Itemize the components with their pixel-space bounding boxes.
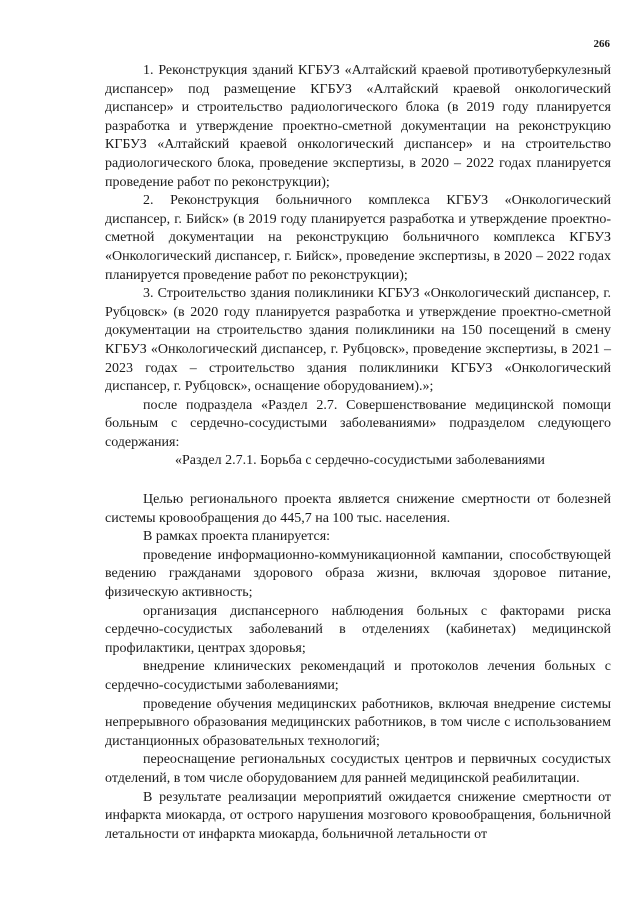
paragraph-expected-result: В результате реализации мероприятий ожидается снижение смертности от инфаркта миокарда, от острого нарушения мозгового кровообращения, больничной летальности от инфаркта миокарда, больничной летальности от	[105, 789, 611, 842]
paragraph-training: проведение обучения медицинских работников, включая внедрение системы непрерывного образования медицинских работников, в том числе с использованием дистанционных образовательных технологий;	[105, 696, 611, 749]
paragraph-clinical-guidelines: внедрение клинических рекомендаций и протоколов лечения больных с сердечно-сосудистыми заболеваниями;	[105, 659, 611, 693]
section-heading: «Раздел 2.7.1. Борьба с сердечно-сосудистыми заболеваниями	[175, 453, 545, 469]
paragraph-item-3: 3. Строительство здания поликлиники КГБУЗ «Онкологический диспансер, г. Рубцовск» (в 2020 году планируется разработка и утверждение проектно-сметной документации на строительство здания поликлиники на 150 посещений в смену КГБУЗ «Онкологический диспансер, г. Рубцовск», проведение экспертизы, в 2021 – 2023 годах – строительство здания поликлиники КГБУЗ «Онкологический диспансер, г. Рубцовск», оснащение оборудованием).»;	[105, 286, 611, 395]
paragraph-goal: Целью регионального проекта является снижение смертности от болезней системы кровообращения до 445,7 на 100 тыс. населения.	[105, 492, 611, 526]
paragraph-item-1: 1. Реконструкция зданий КГБУЗ «Алтайский краевой противотуберкулезный диспансер» под размещение КГБУЗ «Алтайский краевой онкологический диспансер» и строительство радиологического блока (в 2019 году планируется разработка и утверждение проектно-сметной документации на реконструкцию КГБУЗ «Алтайский краевой онкологический диспансер» и на строительство радиологического блока, проведение экспертизы, в 2020 – 2022 годах планируется проведение работ по реконструкции);	[105, 63, 611, 190]
page-number: 266	[593, 38, 610, 50]
paragraph-dispensary: организация диспансерного наблюдения больных с факторами риска сердечно-сосудистых заболеваний в отделениях (кабинетах) медицинской профилактики, центрах здоровья;	[105, 603, 611, 656]
paragraph-info-campaign: проведение информационно-коммуникационной кампании, способствующей ведению гражданами здорового образа жизни, включая здоровое питание, физическую активность;	[105, 547, 611, 601]
paragraph-after-subsection: после подраздела «Раздел 2.7. Совершенствование медицинской помощи больным с сердечно-сосудистыми заболеваниями» подразделом следующего содержания:	[105, 397, 611, 450]
paragraph-equipment: переоснащение региональных сосудистых центров и первичных сосудистых отделений, в том числе оборудованием для ранней медицинской реабилитации.	[105, 752, 611, 786]
document-body	[105, 62, 611, 844]
paragraph-item-2: 2. Реконструкция больничного комплекса КГБУЗ «Онкологический диспансер, г. Бийск» (в 2019 году планируется разработка и утверждение проектно-сметной документации на реконструкцию больничного комплекса КГБУЗ «Онкологический диспансер, г. Бийск», проведение экспертизы, в 2020 – 2022 годах планируется проведение работ по реконструкции);	[105, 193, 611, 283]
paragraph-planned-intro: В рамках проекта планируется:	[143, 529, 331, 545]
